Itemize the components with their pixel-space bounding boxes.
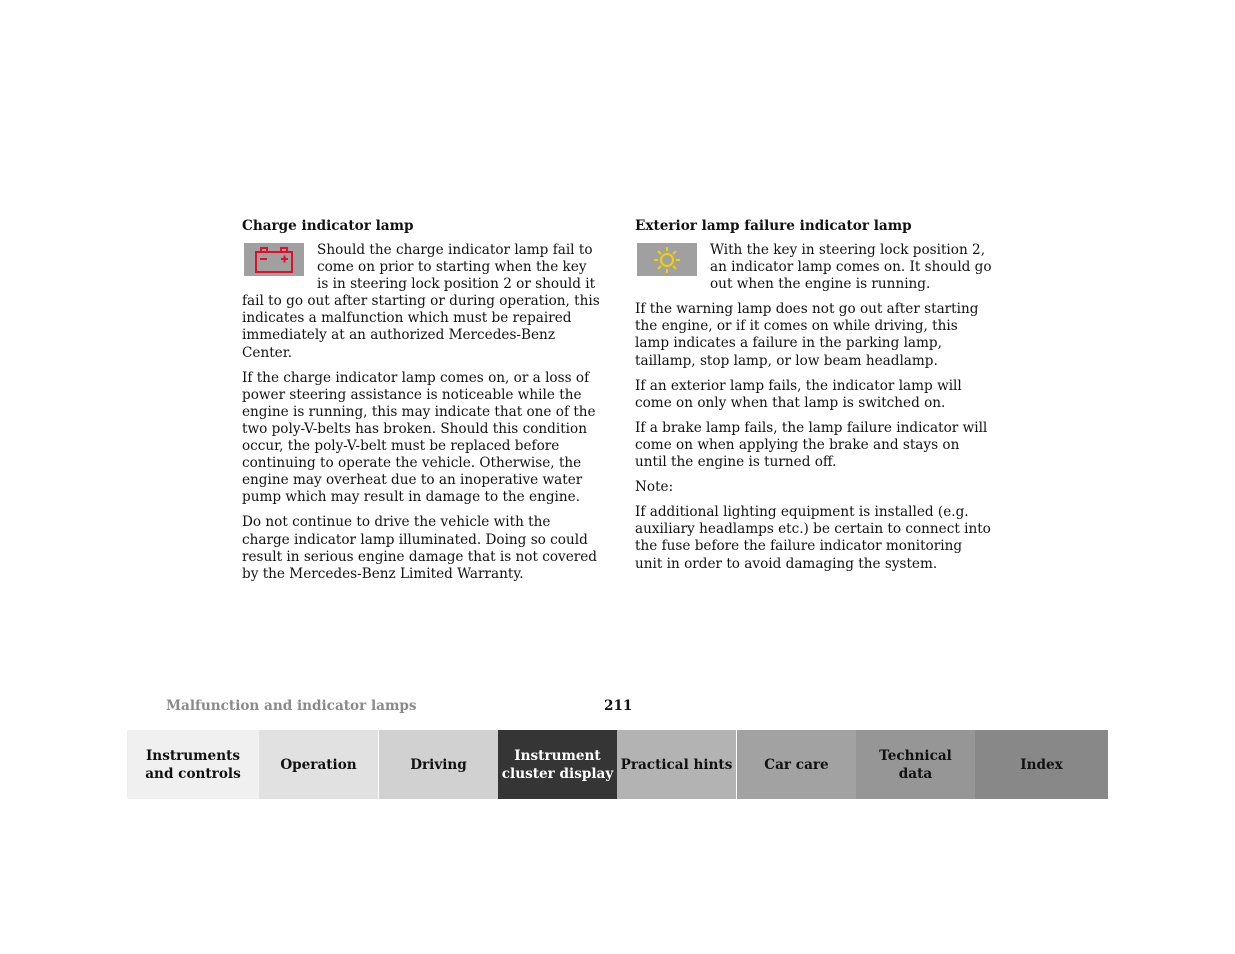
paragraph: If additional lighting equipment is installed (e.g. auxiliary headlamps etc.) be certain to connect into the fuse before the failure indicator monitoring unit in order to avoid damaging the system. bbox=[635, 504, 991, 572]
exterior-lamp-icon bbox=[650, 245, 684, 275]
paragraph: If the charge indicator lamp comes on, or a loss of power steering assistance is noticeable while the engine is running, this may indicate that one of the two poly-V-belts has broken. Should this condition occur, the poly-V-belt must be replaced before continuing to operate the vehicle. Otherwise, the engine may overheat due to an inoperative water pump which may result in damage to the engine. bbox=[242, 369, 596, 506]
paragraph: If an exterior lamp fails, the indicator lamp will come on only when that lamp is switched on. bbox=[635, 377, 962, 411]
paragraph: With the key in steering lock position 2, an indicator lamp comes on. It should go out when the engine is running. bbox=[710, 242, 992, 293]
tab-technical-data[interactable]: Technical data bbox=[856, 730, 975, 799]
paragraph: If the warning lamp does not go out after starting the engine, or if it comes on while driving, this lamp indicates a failure in the parking lamp, taillamp, stop lamp, or low beam headlamp. bbox=[635, 301, 979, 369]
section-heading: Exterior lamp failure indicator lamp bbox=[635, 218, 912, 234]
tab-operation[interactable]: Operation bbox=[259, 730, 378, 799]
chapter-navigation bbox=[127, 730, 1108, 799]
note-label: Note: bbox=[635, 479, 674, 496]
footer-section-title: Malfunction and indicator lamps bbox=[166, 698, 417, 714]
tab-instruments-and-controls[interactable]: Instruments and controls bbox=[127, 730, 259, 799]
battery-icon bbox=[252, 246, 296, 274]
charge-indicator-icon-box bbox=[244, 243, 304, 276]
paragraph: Should the charge indicator lamp fail to come on prior to starting when the key is in steering lock position 2 or should it fail to go out after starting or during operation, this indicates a malfunction which must be repaired immediately at an authorized Mercedes-Benz Center. bbox=[242, 242, 600, 361]
charge-indicator-section bbox=[242, 218, 600, 591]
exterior-lamp-icon-box bbox=[637, 243, 697, 276]
tab-practical-hints[interactable]: Practical hints bbox=[617, 730, 736, 799]
section-heading: Charge indicator lamp bbox=[242, 218, 414, 234]
paragraph: If a brake lamp fails, the lamp failure indicator will come on when applying the brake and stays on until the engine is turned off. bbox=[635, 419, 988, 471]
tab-instrument-cluster-display[interactable]: Instrument cluster display bbox=[498, 730, 617, 799]
tab-driving[interactable]: Driving bbox=[378, 730, 498, 799]
page-number: 211 bbox=[604, 698, 633, 714]
exterior-lamp-section bbox=[635, 218, 993, 581]
tab-car-care[interactable]: Car care bbox=[736, 730, 856, 799]
tab-index[interactable]: Index bbox=[975, 730, 1108, 799]
paragraph: Do not continue to drive the vehicle with the charge indicator lamp illuminated. Doing so could result in serious engine damage that is not covered by the Mercedes-Benz Limited Warranty. bbox=[242, 514, 598, 582]
